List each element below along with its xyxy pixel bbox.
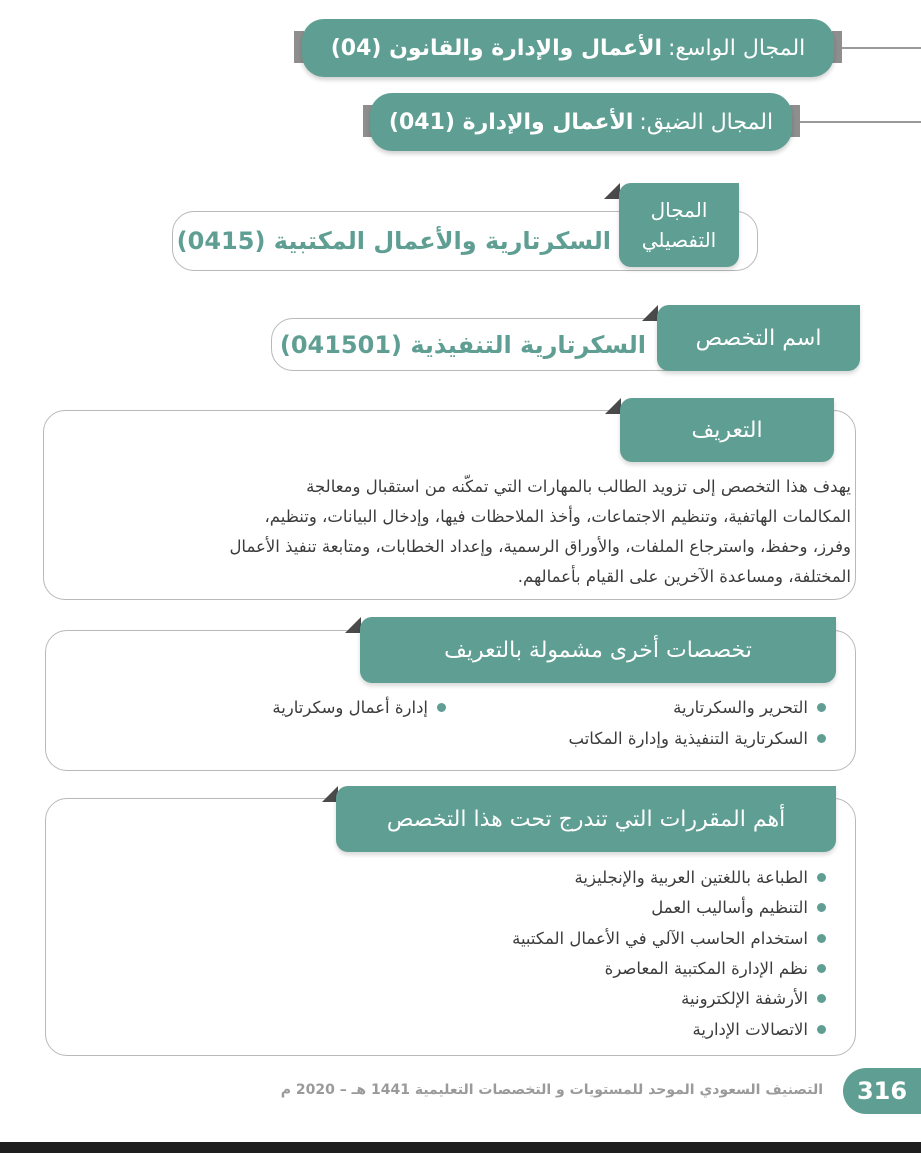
detailed-field-label-line1: المجال bbox=[650, 198, 708, 222]
course-item bbox=[681, 989, 826, 1008]
narrow-field-value: الأعمال والإدارة (041) bbox=[388, 109, 634, 135]
specialization-fold bbox=[642, 305, 658, 321]
course-item bbox=[575, 868, 826, 887]
other-specialization-item bbox=[272, 698, 446, 717]
bullet-dot bbox=[817, 934, 826, 943]
bottom-bar bbox=[0, 1142, 921, 1153]
broad-field-pill bbox=[302, 19, 834, 77]
bullet-dot bbox=[817, 734, 826, 743]
detailed-field-tab bbox=[619, 183, 739, 267]
broad-field-value: الأعمال والإدارة والقانون (04) bbox=[330, 35, 662, 61]
course-text: استخدام الحاسب الآلي في الأعمال المكتبية bbox=[512, 929, 808, 948]
definition-line-1: يهدف هذا التخصص إلى تزويد الطالب بالمهارات التي تمكّنه من استقبال ومعالجة bbox=[306, 477, 851, 496]
narrow-field-connector bbox=[800, 121, 921, 123]
footer-text: التصنيف السعودي الموحد للمستويات و التخصصات التعليمية 1441 هـ – 2020 م bbox=[280, 1082, 823, 1098]
bullet-dot bbox=[817, 1025, 826, 1034]
other-specializations-fold bbox=[345, 617, 361, 633]
definition-tab bbox=[620, 398, 834, 462]
course-item bbox=[512, 929, 826, 948]
detailed-field-value: السكرتارية والأعمال المكتبية (0415) bbox=[176, 227, 611, 255]
course-text: الطباعة باللغتين العربية والإنجليزية bbox=[574, 868, 808, 887]
page-number: 316 bbox=[843, 1068, 921, 1114]
bullet-dot bbox=[817, 873, 826, 882]
bullet-dot bbox=[437, 703, 446, 712]
courses-tab bbox=[336, 786, 836, 852]
courses-title: أهم المقررات التي تندرج تحت هذا التخصص bbox=[386, 806, 786, 832]
narrow-field-label: المجال الضيق: bbox=[639, 109, 774, 135]
specialization-label: اسم التخصص bbox=[695, 325, 822, 351]
specialization-value: السكرتارية التنفيذية (041501) bbox=[279, 331, 646, 359]
specialization-tab bbox=[657, 305, 860, 371]
course-text: التنظيم وأساليب العمل bbox=[651, 898, 808, 917]
other-specializations-tab bbox=[360, 617, 836, 683]
other-specialization-item bbox=[673, 698, 826, 717]
definition-line-3: وفرز، وحفظ، واسترجاع الملفات، والأوراق الرسمية، وإعداد الخطابات، ومتابعة تنفيذ الأعمال bbox=[229, 537, 851, 556]
other-specialization-item bbox=[569, 729, 826, 748]
definition-line-2: المكالمات الهاتفية، وتنظيم الاجتماعات، وأخذ الملاحظات فيها، وإدخال البيانات، وتنظيم، bbox=[264, 507, 851, 526]
detailed-field-fold bbox=[604, 183, 620, 199]
definition-paragraph bbox=[61, 472, 851, 592]
other-specialization-text: السكرتارية التنفيذية وإدارة المكاتب bbox=[568, 729, 808, 748]
narrow-field-pill bbox=[370, 93, 792, 151]
course-text: الاتصالات الإدارية bbox=[692, 1020, 808, 1039]
broad-field-label: المجال الواسع: bbox=[668, 35, 806, 61]
bullet-dot bbox=[817, 994, 826, 1003]
course-text: نظم الإدارة المكتبية المعاصرة bbox=[604, 959, 808, 978]
broad-field-connector bbox=[842, 47, 921, 49]
definition-title: التعريف bbox=[691, 417, 763, 443]
definition-line-4: المختلفة، ومساعدة الآخرين على القيام بأعمالهم. bbox=[517, 567, 851, 586]
course-item bbox=[693, 1020, 826, 1039]
course-item bbox=[651, 898, 826, 917]
bullet-dot bbox=[817, 964, 826, 973]
other-specialization-text: إدارة أعمال وسكرتارية bbox=[272, 698, 428, 717]
detailed-field-label-line2: التفصيلي bbox=[641, 228, 717, 252]
definition-fold bbox=[605, 398, 621, 414]
other-specializations-title: تخصصات أخرى مشمولة بالتعريف bbox=[444, 637, 752, 663]
bullet-dot bbox=[817, 903, 826, 912]
other-specialization-text: التحرير والسكرتارية bbox=[673, 698, 808, 717]
course-item bbox=[605, 959, 826, 978]
course-text: الأرشفة الإلكترونية bbox=[681, 989, 808, 1008]
bullet-dot bbox=[817, 703, 826, 712]
